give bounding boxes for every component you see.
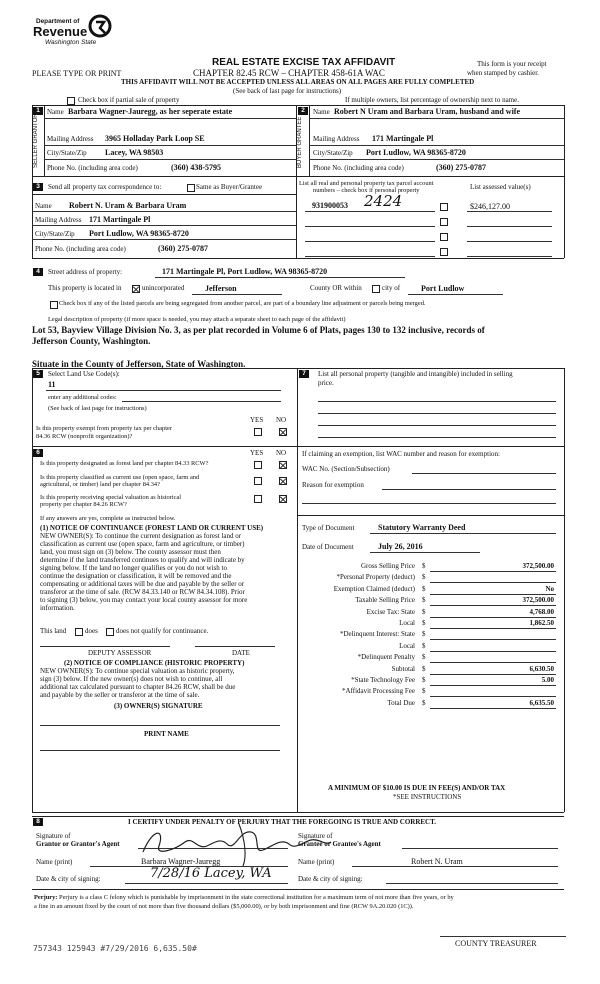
seller-phone: (360) 438-5795	[171, 163, 221, 172]
calc-value: 4,768.00	[529, 608, 554, 616]
legal-description-label: Legal description of property (if more space is needed, you may attach a separate sheet to each page of the affidavit)	[48, 316, 346, 323]
property-city: Port Ludlow	[421, 284, 465, 293]
calc-label: *Delinquent Penalty	[357, 653, 415, 661]
county-or-within: County OR within	[310, 284, 362, 292]
parcel-header-2: numbers – check box if personal property	[313, 187, 420, 194]
calc-label: Local	[399, 642, 415, 650]
section-6-number: 6	[33, 449, 43, 457]
historic-yes-checkbox[interactable]	[254, 495, 262, 503]
located-label: This property is located in	[48, 284, 122, 292]
same-as-buyer-checkbox[interactable]	[187, 184, 195, 192]
grantor-date-city: 7/28/16 Lacey, WA	[150, 866, 272, 881]
calc-dollar-sign: $	[422, 687, 426, 695]
personal-property-label-1: List all personal property (tangible and intangible) included in selling	[318, 370, 513, 378]
additional-codes-label: enter any additional codes:	[48, 394, 117, 401]
land-use-code: 11	[48, 380, 56, 389]
calc-dollar-sign: $	[422, 585, 426, 593]
section6-no-header: NO	[276, 449, 287, 457]
calc-dollar-sign: $	[422, 676, 426, 684]
dept-line1: Department of	[36, 18, 80, 25]
calc-dollar-sign: $	[422, 619, 426, 627]
seller-phone-label: Phone No. (including area code)	[47, 164, 138, 172]
land-does-not-checkbox[interactable]	[106, 628, 114, 636]
calc-label: Total Due	[387, 699, 415, 707]
grantor-date-city-label: Date & city of signing:	[36, 875, 101, 883]
land-use-see-back: (See back of last page for instructions)	[48, 405, 147, 412]
wac-label: WAC No. (Section/Subsection)	[302, 465, 390, 473]
city-of-checkbox[interactable]	[372, 285, 380, 293]
calc-label: Excise Tax: State	[366, 608, 415, 616]
correspondence-phone-label: Phone No. (including area code)	[35, 245, 126, 253]
notice2-title: (2) NOTICE OF COMPLIANCE (HISTORIC PROPERTY)	[64, 659, 245, 667]
grantee-name-print-label: Name (print)	[298, 858, 335, 866]
current-use-question-1: Is this property classified as current use (open space, farm and	[40, 474, 200, 481]
calc-dollar-sign: $	[422, 562, 426, 570]
correspondence-name: Robert N. Uram & Barbara Uram	[69, 201, 187, 210]
parcel-3-personal-checkbox[interactable]	[440, 233, 448, 241]
calc-label: *Affidavit Processing Fee	[342, 687, 415, 695]
calc-label: *Delinquent Interest: State	[339, 630, 415, 638]
city-of-label: city of	[382, 284, 401, 292]
doc-type-label: Type of Document	[302, 524, 355, 532]
correspondence-mailing-label: Mailing Address	[35, 216, 82, 224]
same-as-buyer-label: Same as Buyer/Grantee	[196, 183, 263, 191]
segregated-checkbox[interactable]	[50, 301, 58, 309]
calc-label: Local	[399, 619, 415, 627]
property-street: 171 Martingale Pl, Port Ludlow, WA 98365-8720	[162, 267, 328, 276]
calc-dollar-sign: $	[422, 699, 426, 707]
legal-description-line2: Jefferson County, Washington.	[32, 336, 151, 346]
partial-sale-label: Check box if partial sale of property	[78, 96, 180, 104]
doc-date: July 26, 2016	[378, 542, 423, 551]
see-instructions-note: *SEE INSTRUCTIONS	[393, 793, 462, 801]
parcel-number: 931900053	[312, 201, 348, 210]
seller-vertical-label: SELLER GRANTOR	[33, 113, 39, 168]
section-7-number: 7	[299, 370, 309, 378]
calc-dollar-sign: $	[422, 608, 426, 616]
parcel-header-1: List all real and personal property tax parcel account	[299, 180, 434, 187]
section-5-number: 5	[33, 370, 43, 378]
grantee-signature-label-1: Signature of	[298, 832, 333, 840]
owner-signature-label: (3) OWNER(S) SIGNATURE	[114, 702, 203, 710]
exempt-yes-checkbox[interactable]	[254, 428, 262, 436]
revenue-logo-mark	[86, 14, 114, 38]
grantee-print-name: Robert N. Uram	[411, 857, 463, 866]
calc-value: 6,635.50	[529, 699, 554, 707]
current-use-no-checkbox[interactable]	[279, 477, 287, 485]
current-use-question-2: agricultural, or timber) land per chapter 84.34?	[40, 481, 160, 488]
calc-dollar-sign: $	[422, 653, 426, 661]
buyer-phone: (360) 275-0787	[436, 163, 486, 172]
grantor-signature-label-1: Signature of	[36, 832, 71, 840]
calc-dollar-sign: $	[422, 665, 426, 673]
cashier-stamp: 757343 125943 #7/29/2016 6,635.50#	[33, 944, 197, 953]
calc-value: No	[545, 585, 554, 593]
exempt-no-checkbox[interactable]	[279, 428, 287, 436]
doc-date-label: Date of Document	[302, 543, 354, 551]
calc-value: 1,862.50	[529, 619, 554, 627]
personal-property-label-2: price.	[318, 379, 334, 387]
calc-value: 5.00	[541, 676, 554, 684]
section-1-number: 1	[33, 107, 43, 115]
buyer-name-label: Name	[313, 108, 330, 116]
dept-line3: Washington State	[45, 39, 97, 46]
assessor-date-label: DATE	[232, 649, 250, 657]
segregated-label: Check box if any of the listed parcels are being segregated from another parcel, are part of a boundary line adjustment or parcels being merged.	[59, 300, 426, 307]
assessed-header: List assessed value(s)	[470, 183, 531, 191]
perjury-line-1: Perjury: Perjury is a class C felony which is punishable by imprisonment in the state correctional institution for a maximum term of not more than five years, or by	[34, 894, 454, 901]
buyer-mailing: 171 Martingale Pl	[372, 134, 434, 143]
calc-dollar-sign: $	[422, 573, 426, 581]
grantor-print-name: Barbara Wagner-Jauregg	[141, 857, 221, 866]
buyer-mailing-label: Mailing Address	[313, 135, 360, 143]
current-use-yes-checkbox[interactable]	[254, 477, 262, 485]
deputy-assessor-label: DEPUTY ASSESSOR	[88, 649, 152, 657]
buyer-city: Port Ludlow, WA 98365-8720	[366, 148, 466, 157]
correspondence-name-label: Name	[35, 202, 52, 210]
certify-statement: I CERTIFY UNDER PENALTY OF PERJURY THAT THE FOREGOING IS TRUE AND CORRECT.	[128, 818, 437, 826]
unincorporated-label: unincorporated	[142, 284, 185, 292]
grantor-signature-label-2: Grantor or Grantor's Agent	[36, 840, 120, 848]
buyer-city-label: City/State/Zip	[313, 149, 353, 157]
buyer-phone-label: Phone No. (including area code)	[313, 164, 404, 172]
exempt-question-line2: 84.36 RCW (nonprofit organization)?	[36, 433, 133, 440]
please-type: PLEASE TYPE OR PRINT	[32, 69, 122, 78]
forest-yes-checkbox[interactable]	[254, 461, 262, 469]
land-does-not-label: does not qualify for continuance.	[116, 627, 209, 635]
doc-type: Statutory Warranty Deed	[378, 523, 466, 532]
correspondence-city: Port Ludlow, WA 98365-8720	[89, 229, 189, 238]
see-back: (See back of last page for instructions)	[233, 87, 342, 95]
section6-yes-header: YES	[250, 449, 264, 457]
correspondence-city-label: City/State/Zip	[35, 230, 75, 238]
section-2-number: 2	[298, 107, 308, 115]
land-does-label: does	[85, 627, 98, 635]
perjury-line-2: a fine in an amount fixed by the court of not more than five thousand dollars ($5,000.00), or by both imprisonment and fine (RCW 9A.20.020 (1C)).	[34, 903, 414, 910]
grantor-name-print-label: Name (print)	[36, 858, 73, 866]
correspondence-phone: (360) 275-0787	[158, 244, 208, 253]
receipt-line2: when stamped by cashier.	[467, 69, 539, 77]
calc-label: *State Technology Fee	[351, 676, 415, 684]
historic-question-1: Is this property receiving special valuation as historical	[40, 494, 182, 501]
calc-label: Gross Selling Price	[360, 562, 415, 570]
seller-name-label: Name	[47, 108, 64, 116]
unincorporated-checkbox[interactable]	[132, 285, 140, 293]
calc-dollar-sign: $	[422, 630, 426, 638]
situate-line: Situate in the County of Jefferson, State of Washington.	[32, 359, 246, 369]
parcel-2-personal-checkbox[interactable]	[440, 218, 448, 226]
section-4-number: 4	[33, 268, 43, 276]
seller-mailing-label: Mailing Address	[47, 135, 94, 143]
forest-land-question: Is this property designated as forest land per chapter 84.33 RCW?	[40, 460, 209, 467]
historic-question-2: property per chapter 84.26 RCW?	[40, 501, 127, 508]
calc-dollar-sign: $	[422, 596, 426, 604]
exempt-question-line1: Is this property exempt from property tax per chapter	[36, 425, 172, 432]
form-subtitle: CHAPTER 82.45 RCW – CHAPTER 458-61A WAC	[193, 68, 385, 78]
county-treasurer-label: COUNTY TREASURER	[455, 939, 537, 948]
street-label: Street address of property:	[48, 268, 123, 276]
grantee-date-city-label: Date & city of signing:	[298, 875, 363, 883]
section5-yes-header: YES	[250, 416, 264, 424]
section-3-number: 3	[33, 183, 43, 191]
parcel-1-personal-checkbox[interactable]	[440, 203, 448, 211]
exemption-reason-label: Reason for exemption	[302, 481, 364, 489]
forest-no-checkbox[interactable]	[279, 461, 287, 469]
this-land-label: This land	[40, 627, 67, 635]
notice1-title: (1) NOTICE OF CONTINUANCE (FOREST LAND OR CURRENT USE)	[40, 524, 264, 532]
seller-mailing: 3965 Holladay Park Loop SE	[105, 134, 205, 143]
assessed-value: $246,127.00	[470, 202, 510, 211]
land-use-label: Select Land Use Code(s):	[48, 370, 120, 378]
multiple-owners-note: If multiple owners, list percentage of ownership next to name.	[345, 96, 519, 104]
calc-label: Exemption Claimed (deduct)	[333, 585, 415, 593]
calc-label: Subtotal	[391, 665, 415, 673]
property-county: Jefferson	[205, 284, 237, 293]
legal-description-line1: Lot 53, Bayview Village Division No. 3, as per plat recorded in Volume 6 of Plats, pages 130 to 132 inclusive, records of	[32, 325, 485, 335]
seller-city-label: City/State/Zip	[47, 149, 87, 157]
form-title: REAL ESTATE EXCISE TAX AFFIDAVIT	[212, 57, 396, 68]
parcel-4-personal-checkbox[interactable]	[440, 248, 448, 256]
section-8-number: 8	[33, 818, 43, 826]
minimum-due-note: A MINIMUM OF $10.00 IS DUE IN FEE(S) AND/OR TAX	[328, 784, 506, 792]
calc-value: 6,630.50	[529, 665, 554, 673]
buyer-name: Robert N Uram and Barbara Uram, husband and wife	[334, 107, 521, 116]
section5-no-header: NO	[276, 416, 287, 424]
exemption-claim-label: If claiming an exemption, list WAC number and reason for exemption:	[302, 450, 500, 458]
correspondence-mailing: 171 Martingale Pl	[89, 215, 151, 224]
calc-dollar-sign: $	[422, 642, 426, 650]
historic-no-checkbox[interactable]	[279, 495, 287, 503]
print-name-label: PRINT NAME	[144, 730, 189, 738]
form-warning: THIS AFFIDAVIT WILL NOT BE ACCEPTED UNLESS ALL AREAS ON ALL PAGES ARE FULLY COMPLETED	[121, 78, 475, 86]
receipt-line1: This form is your receipt	[477, 60, 547, 68]
send-correspondence-label: Send all property tax correspondence to:	[48, 183, 162, 191]
parcel-handwritten: 2424	[364, 192, 403, 210]
if-yes-instruction: If any answers are yes, complete as instructed below.	[40, 515, 176, 522]
partial-sale-checkbox[interactable]	[67, 97, 75, 105]
grantee-signature-label-2: Grantee or Grantee's Agent	[298, 840, 381, 848]
calc-value: 372,500.00	[522, 596, 554, 604]
calc-value: 372,500.00	[522, 562, 554, 570]
seller-name: Barbara Wagner-Jauregg, as her seperate estate	[68, 107, 233, 116]
buyer-vertical-label: BUYER GRANTEE	[297, 116, 303, 168]
dept-line2: Revenue	[33, 24, 88, 39]
calc-label: *Personal Property (deduct)	[336, 573, 415, 581]
seller-city: Lacey, WA 98503	[105, 148, 164, 157]
land-does-checkbox[interactable]	[75, 628, 83, 636]
calc-label: Taxable Selling Price	[355, 596, 415, 604]
